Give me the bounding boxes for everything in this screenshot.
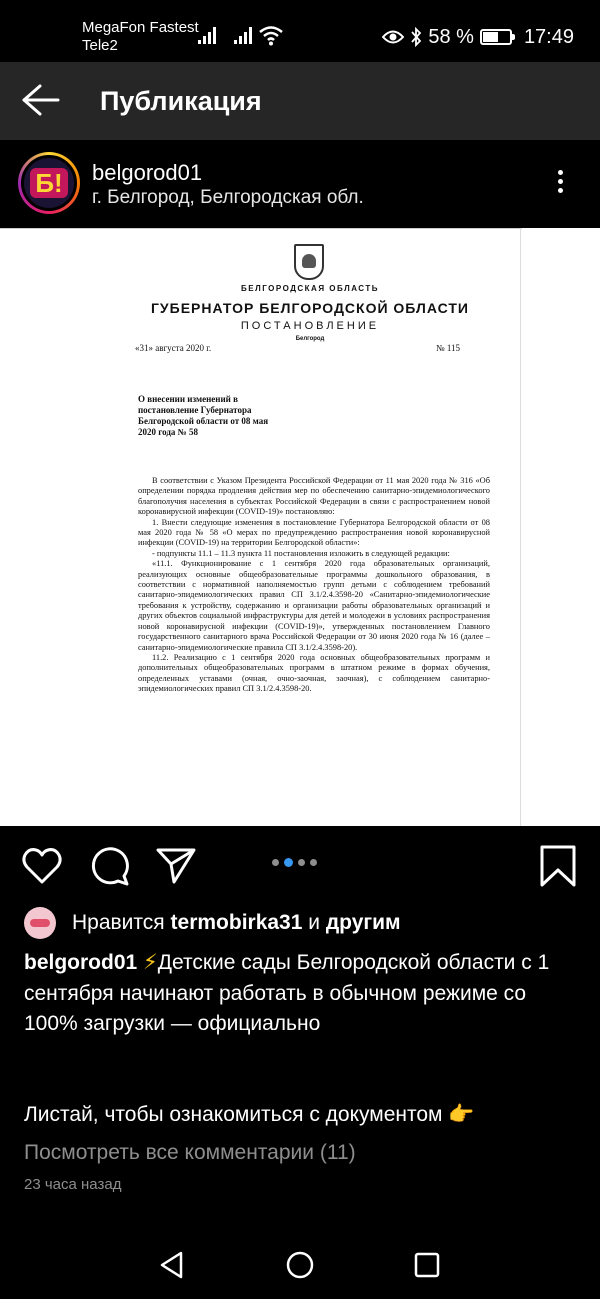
caption: [24, 948, 584, 1040]
send-icon[interactable]: [154, 844, 198, 888]
battery-percent: 58 %: [428, 25, 474, 48]
home-circle-icon[interactable]: [285, 1250, 315, 1280]
carrier-line2: Tele2: [82, 37, 118, 54]
comment-icon[interactable]: [88, 844, 132, 888]
clock: 17:49: [523, 25, 574, 48]
wifi-icon: [258, 24, 284, 46]
lightning-icon: ⚡: [143, 951, 158, 974]
post-image[interactable]: [0, 228, 600, 826]
post-timestamp: 23 часа назад: [24, 1176, 122, 1193]
signal-icon: [198, 26, 216, 44]
doc-top-border: [0, 228, 522, 229]
post-username[interactable]: belgorod01: [92, 160, 203, 185]
battery-icon: [480, 29, 512, 45]
page-title: Публикация: [100, 86, 262, 116]
likes-connector: и: [308, 911, 320, 934]
battery-fill: [483, 32, 498, 42]
avatar[interactable]: [18, 152, 80, 214]
more-vertical-icon[interactable]: [550, 166, 570, 206]
eye-icon: [382, 29, 404, 45]
doc-number: № 115: [436, 343, 461, 353]
avatar-inner: [21, 155, 77, 211]
doc-date: «31» августа 2020 г.: [135, 343, 212, 353]
doc-paragraph: 1. Внести следующие изменения в постановление Губернатора Белгородской области от 08 мая 2020 года № 58 «О мерах по предупреждению распространения новой коронавирусной инфекции (COVID-19) на территории Белгородской области»:: [138, 517, 490, 548]
doc-right-edge: [520, 228, 521, 826]
carousel-dot-active: [284, 858, 293, 867]
top-header: [0, 62, 600, 140]
likes-others[interactable]: другим: [325, 911, 401, 934]
carousel-indicator: [272, 858, 317, 867]
doc-paragraph: В соответствии с Указом Президента Российской Федерации от 11 мая 2020 года № 316 «Об определении порядка продления действия мер по обеспечению санитарно-эпидемиологического благополучия населения в субъектах Российской Федерации в связи с распространением новой коронавирусной инфекции (COVID-19)» постановляю:: [138, 476, 490, 517]
post-header: [0, 140, 600, 228]
caption-text: Детские сады Белгородской области с 1 сентября начинают работать в обычном режиме со 100% загрузки — официально: [24, 951, 550, 1035]
coat-of-arms-icon: [294, 244, 324, 280]
doc-governor: ГУБЕРНАТОР БЕЛГОРОДСКОЙ ОБЛАСТИ: [151, 300, 469, 316]
doc-body: [138, 476, 490, 695]
status-right: [382, 24, 574, 50]
likes-prefix: Нравится: [72, 911, 165, 934]
post-location[interactable]: г. Белгород, Белгородская обл.: [92, 187, 364, 208]
liker-avatar: [24, 907, 56, 939]
recents-square-icon[interactable]: [412, 1250, 442, 1280]
system-nav-bar: [0, 1230, 600, 1299]
doc-paragraph: 11.2. Реализацию с 1 сентября 2020 года основных общеобразовательных программ и дополнительных общеобразовательных программ в штатном режиме в формах обучения, определенных уставами (очная, очно-заочная, заочная), с соблюдением санитарно-эпидемиологических правил СП 3.1/2.4.3598-20.: [138, 652, 490, 694]
caption-username[interactable]: belgorod01: [24, 951, 138, 974]
doc-city: Белгород: [295, 336, 325, 342]
likes-text: [72, 911, 401, 935]
caption-swipe-text: Листай, чтобы ознакомиться с документом 👉: [24, 1103, 475, 1126]
likes-row[interactable]: [24, 906, 401, 940]
carrier-label: [82, 19, 199, 55]
back-triangle-icon[interactable]: [157, 1250, 187, 1280]
doc-subject: О внесении изменений в постановление Губернатора Белгородской области от 08 мая 2020 года № 58: [138, 394, 269, 437]
doc-paragraph: «11.1. Функционирование с 1 сентября 2020 года образовательных организаций, реализующих основные общеобразовательные программы дошкольного образования, в соответствии с нормативной наполняемостью групп детьми с соблюдением требований санитарно-эпидемиологических правил СП 3.1/2.4.3598-20 «Санитарно-эпидемиологические требования к устройству, содержанию и организации работы образовательных организаций и других объектов социальной инфраструктуры для детей и молодежи в условиях распространения новой коронавирусной инфекции (COVID-19)», утвержденных постановлением Главного государственного санитарного врача Российской Федерации от 30 июня 2020 года № 16 (далее – санитарно-эпидемиологические правила СП 3.1/2.4.3598-20).: [138, 559, 490, 652]
carousel-dot: [298, 859, 305, 866]
bluetooth-icon: [410, 27, 422, 47]
carousel-dot: [272, 859, 279, 866]
doc-region: БЕЛГОРОДСКАЯ ОБЛАСТЬ: [241, 284, 379, 293]
view-comments-link[interactable]: Посмотреть все комментарии (11): [24, 1141, 356, 1164]
signal-icon: [234, 26, 252, 44]
carousel-dot: [310, 859, 317, 866]
arrow-left-icon[interactable]: [18, 80, 62, 120]
doc-paragraph: - подпункты 11.1 – 11.3 пункта 11 постановления изложить в следующей редакции:: [152, 548, 450, 558]
avatar-logo: Б!: [30, 168, 67, 198]
heart-icon[interactable]: [20, 844, 64, 888]
status-bar: [0, 0, 600, 62]
bookmark-icon[interactable]: [536, 844, 580, 888]
liker-username[interactable]: termobirka31: [170, 911, 303, 934]
carrier-line1: MegaFon Fastest: [82, 19, 199, 36]
doc-decree: ПОСТАНОВЛЕНИЕ: [240, 320, 380, 332]
